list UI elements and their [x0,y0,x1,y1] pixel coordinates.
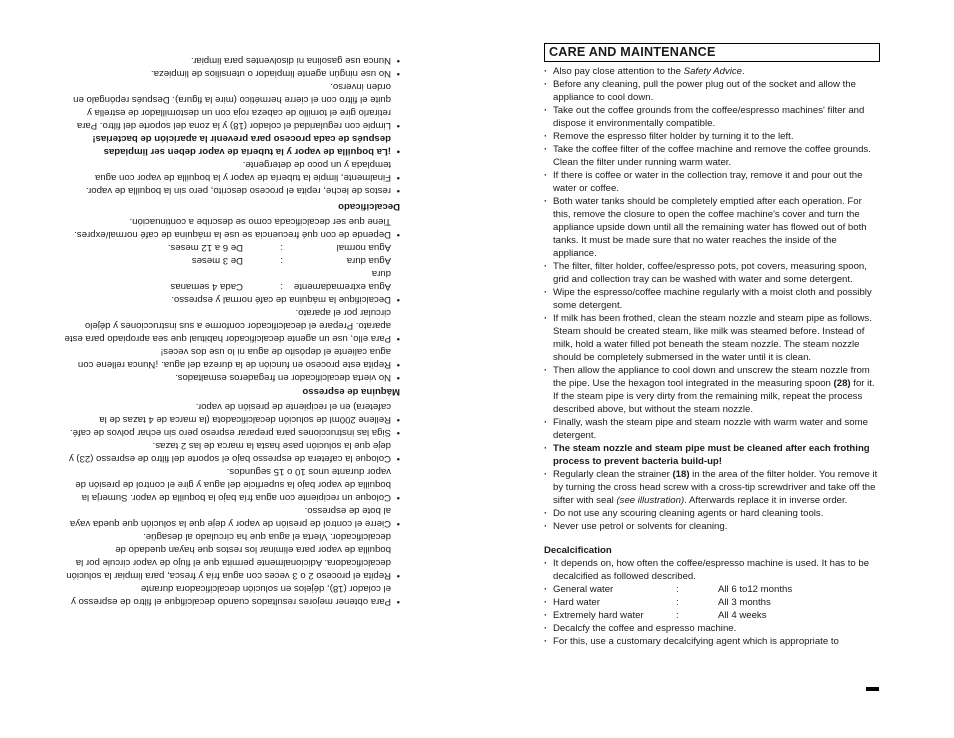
list-item: • Nunca use gasolina ni disolventes para limpiar. [64,54,400,67]
list-item: · Both water tanks should be completely emptied after each operation. For this, remove the closure to open the coffee machine's cover and turn the appliance upside down until all the remaining water has flowed out of both tanks. It must be made sure that no water reaches the inside of the appliance. [544,195,880,260]
list-item: • Limpie con regularidad el colador (18) y la zona del soporte del filtro. Para retirarlo gire el tornillo de cabeza roja con un destornillador de estrella y quite el filtro con el cierre hermético (mire la figura). Después repóngalo en orden inverso. [64,80,400,132]
list-item: • Repita el proceso 2 o 3 veces con agua fría y fresca, para limpiar la solución decalcificadora. Adicionalmente permita que el flujo de vapor circule por la boquilla de vapor para eliminar los restos que hayan quedado de decalcificador. Vierta el agua que ha circulado al desagüe. [64,530,400,582]
list-item: • Finalmente, limpie la tubería de vapor y la boquilla de vapor con agua templada y un poco de detergente. [64,158,400,184]
hardness-sep: : [676,597,679,608]
list-item: • No vierta decalcificador en fregaderos esmaltados. [64,371,400,384]
list-item: · Remove the espresso filter holder by turning it to the left. [544,130,880,143]
spanish-list-a [64,400,400,608]
decalc-intro-list [544,557,880,583]
list-item: · Take out the coffee grounds from the coffee/espresso machines' filter and dispose it environmentally compatible. [544,104,880,130]
list-item: • ¡La boquilla de vapor y la tubería de vapor deben ser limpiadas después de cada proceso para prevenir la aparición de bacterias! [64,132,400,158]
hardness-value: All 6 to12 months [718,584,793,595]
decalc-list [544,622,880,648]
hardness-row [544,596,880,609]
hardness-sep: : [280,281,283,292]
care-list [544,65,880,533]
hardness-value: All 4 weeks [718,610,767,621]
list-item: · Take the coffee filter of the coffee machine and remove the coffee grounds. Clean the filter under running warm water. [544,143,880,169]
hardness-value: De 3 meses [191,255,243,266]
list-item: • restos de leche, repita el proceso descrito, pero sin la boquilla de vapor. [64,184,400,197]
spanish-list-b [64,293,400,384]
list-item: · Decalcfy the coffee and espresso machine. [544,622,880,635]
list-item: • Para obtener mejores resultados cuando decalcifique el filtro de espresso y el colador (18), déjelos en solución decalcificadora durante [64,582,400,608]
hardness-sep: : [280,255,283,266]
list-item: · For this, use a customary decalcifying agent which is appropriate to [544,635,880,648]
hardness-row [544,583,880,596]
decalcification-heading: Decalcification [544,545,612,556]
decalc-subheading: Decalcificado [338,201,400,212]
list-item: · Regularly clean the strainer (18) in the area of the filter holder. You remove it by turning the cross head screw with a cross-tip screwdriver and take off the sifter with seal (see illustration). Afterwards replace it in inverse order. [544,468,880,507]
list-item: • Decalcifique la máquina de café normal y espresso. [64,293,400,306]
list-item: · Also pay close attention to the Safety Advice. [544,65,880,78]
hardness-value: All 3 months [718,597,771,608]
list-item: • Para ello, use un agente decalcificador habitual que sea apropiado para este aparato. Prepare el decalcificador conforme a sus instrucciones y déjelo circular por el aparato. [64,306,400,345]
spanish-decalc-intro [64,215,400,241]
hardness-sep: : [280,242,283,253]
spanish-page-rotated-body [64,199,400,608]
list-item: • Coloque un recipiente con agua fría bajo la boquilla de vapor. Sumerja la boquilla de vapor bajo la superficie del agua y gire el control de presión de vapor durante unos 10 o 15 segundos. [64,465,400,504]
hardness-value: De 6 a 12 meses. [167,242,243,253]
list-item: • Siga las instrucciones para preparar espreso pero sin echar polvos de café. [64,426,400,439]
page-marker [866,687,879,691]
espresso-subheading: Máquina de espresso [302,386,400,397]
list-item: · The filter, filter holder, coffee/espresso pots, pot covers, measuring spoon, grid and collection tray can be washed with water and some detergent. [544,260,880,286]
hardness-label: · General water [553,584,614,595]
hardness-row [544,609,880,622]
page-title: CARE AND MAINTENANCE [544,43,880,62]
hardness-value: Cada 4 semanas [170,281,243,292]
list-item: • Repita este proceso en función de la dureza del agua. ¡Nunca rellene con agua caliente el depósito de agua ni lo use dos veces! [64,345,400,371]
list-item: · Do not use any scouring cleaning agents or hard cleaning tools. [544,507,880,520]
hardness-sep: : [676,610,679,621]
english-page [544,43,880,648]
list-item: · Wipe the espresso/coffee machine regularly with a moist cloth and possibly some detergent. [544,286,880,312]
hardness-label: · Hard water [553,597,600,608]
spanish-list-c [64,54,400,197]
list-item-warning: · The steam nozzle and steam pipe must be cleaned after each frothing process to prevent bacteria build-up! [544,442,880,468]
hardness-label: Agua extremadamente dura [293,268,391,292]
spanish-hardness-table [64,241,400,293]
list-item: • Cierre el control de presión de vapor y deje que la solución que queda vaya al bote de espresso. [64,504,400,530]
list-item: · Before any cleaning, pull the power plug out of the socket and allow the appliance to cool down. [544,78,880,104]
list-item: · Finally, wash the steam pipe and steam nozzle with warm water and some detergent. [544,416,880,442]
hardness-label: Agua dura [346,255,391,266]
list-item: · If there is coffee or water in the collection tray, remove it and pour out the water or coffee. [544,169,880,195]
hardness-sep: : [676,584,679,595]
list-item: · Then allow the appliance to cool down and unscrew the steam nozzle from the pipe. Use the hexagon tool integrated in the measuring spoon (28) for it. If the steam pipe is very dirty from the remaining milk, repeat the process described above, but without the steam nozzle. [544,364,880,416]
hardness-label: Agua normal [336,242,391,253]
list-item: • Depende de con qué frecuencia se use la máquina de café normal/expres. Tiene que ser decalcificada como se describe a continuación. [64,215,400,241]
list-item: · It depends on, how often the coffee/espresso machine is used. It has to be decalcified as followed described. [544,557,880,583]
list-item: • Rellene 200ml de solución decalcificadota (la marca de 4 tazas de la cafetera) en el recipiente de presión de vapor. [64,400,400,426]
hardness-table [544,583,880,622]
list-item: • Coloque la cafetera de espresso bajo el soporte del filtro de espresso (23) y deje que la solución pase hasta la marca de las 2 tazas. [64,439,400,465]
list-item: · If milk has been frothed, clean the steam nozzle and steam pipe as follows. Steam should be created steam, like milk was steamed before. Instead of milk, hold a water filled pot beneath the steam nozzle. The steam nozzle should be completely submersed in the water until it is clean. [544,312,880,364]
list-item: · Never use petrol or solvents for cleaning. [544,520,880,533]
hardness-label: · Extremely hard water [553,610,644,621]
list-item: • No use ningún agente limpiador o utensilios de limpieza. [64,67,400,80]
